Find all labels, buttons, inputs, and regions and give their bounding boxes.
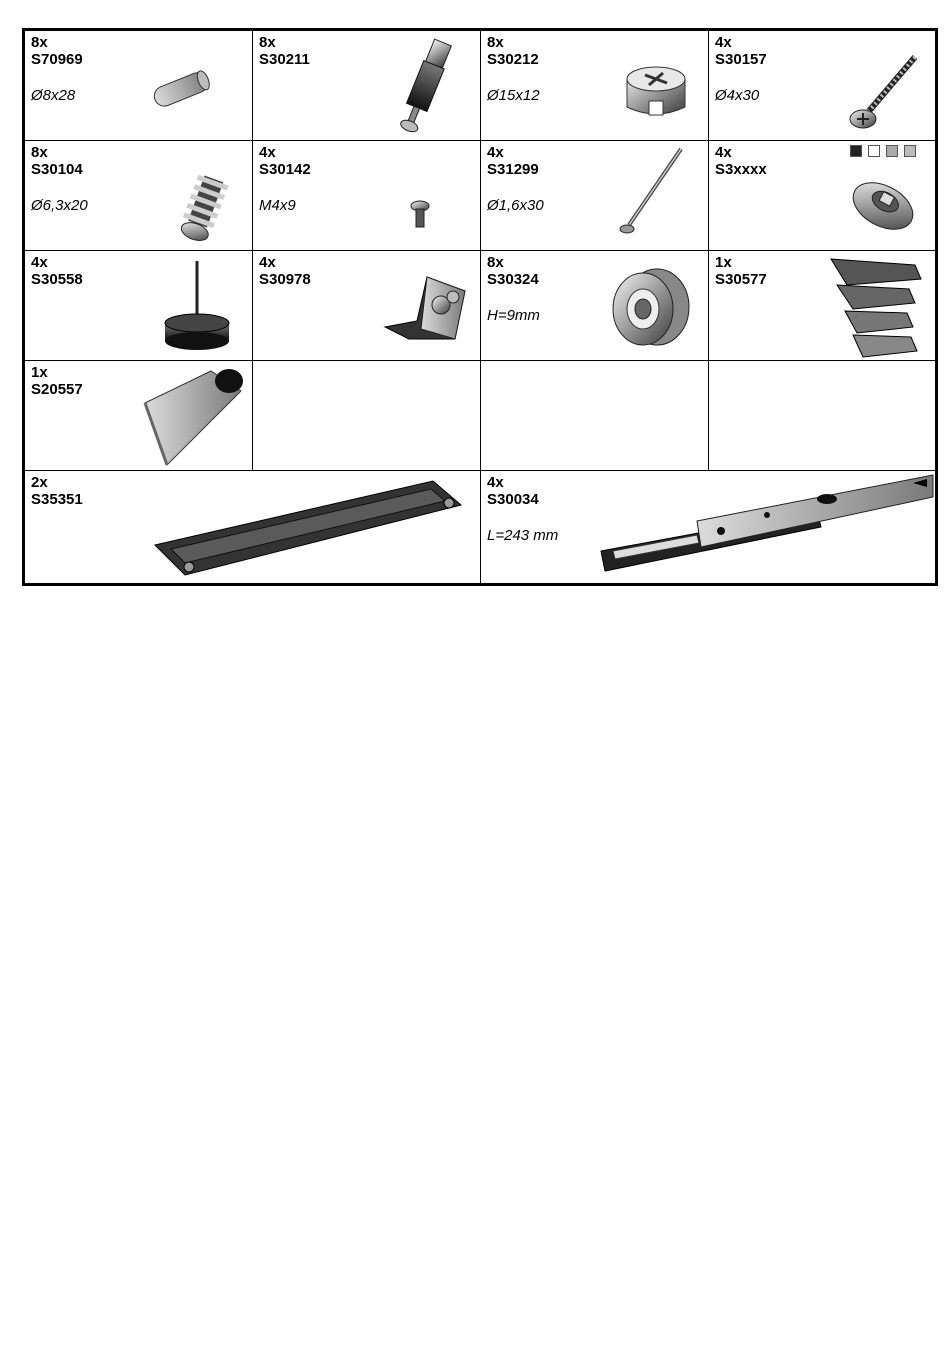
part-code: S30034 — [487, 491, 539, 508]
part-dimension: H=9mm — [487, 307, 540, 324]
part-cell-s30034 — [481, 471, 938, 583]
part-quantity: 4x — [487, 144, 504, 161]
empty-cell — [709, 361, 938, 471]
color-swatch — [850, 145, 862, 157]
part-code: S30978 — [259, 271, 311, 288]
corner-bracket-icon — [381, 269, 471, 345]
part-quantity: 2x — [31, 474, 48, 491]
part-cell-s30142 — [253, 141, 481, 251]
part-cell-s30104 — [25, 141, 253, 251]
part-cell-s30978 — [253, 251, 481, 361]
wedge-stack-icon — [827, 255, 927, 361]
part-cell-s31299 — [481, 141, 709, 251]
part-cell-s30577 — [709, 251, 938, 361]
color-swatch — [868, 145, 880, 157]
cover-cap-icon — [845, 171, 921, 241]
part-code: S30211 — [259, 51, 310, 68]
wood-screw-icon — [847, 49, 927, 135]
part-dimension: Ø4x30 — [715, 87, 760, 104]
part-quantity: 1x — [715, 254, 732, 271]
color-swatch — [886, 145, 898, 157]
part-code: S31299 — [487, 161, 539, 178]
dowel-icon — [147, 59, 217, 119]
cam-lock-icon — [621, 59, 691, 129]
part-cell-s30558 — [25, 251, 253, 361]
glide-pin-icon — [159, 257, 235, 359]
handle-bar-icon — [149, 475, 469, 579]
part-quantity: 4x — [259, 144, 276, 161]
part-dimension: Ø15x12 — [487, 87, 540, 104]
part-cell-s30211 — [253, 31, 481, 141]
color-swatches — [850, 145, 916, 157]
part-cell-s35351 — [25, 471, 481, 583]
part-dimension: M4x9 — [259, 197, 296, 214]
part-code: S30142 — [259, 161, 311, 178]
glue-tube-icon — [141, 363, 251, 469]
part-code: S30157 — [715, 51, 767, 68]
part-quantity: 4x — [31, 254, 48, 271]
part-code: S35351 — [31, 491, 83, 508]
part-quantity: 4x — [259, 254, 276, 271]
part-quantity: 4x — [487, 474, 504, 491]
color-swatch — [904, 145, 916, 157]
spacer-ring-icon — [609, 261, 693, 357]
part-dimension: Ø6,3x20 — [31, 197, 88, 214]
part-cell-s70969 — [25, 31, 253, 141]
hardware-parts-table — [22, 28, 938, 586]
euro-screw-icon — [173, 171, 233, 247]
nail-icon — [617, 145, 687, 237]
part-quantity: 1x — [31, 364, 48, 381]
part-code: S30577 — [715, 271, 767, 288]
small-screw-icon — [405, 199, 435, 231]
part-code: S70969 — [31, 51, 83, 68]
empty-cell — [253, 361, 481, 471]
part-cell-s30212 — [481, 31, 709, 141]
part-cell-s20557 — [25, 361, 253, 471]
part-quantity: 4x — [715, 34, 732, 51]
part-code: S30212 — [487, 51, 539, 68]
part-quantity: 8x — [31, 34, 48, 51]
part-dimension: L=243 mm — [487, 527, 559, 544]
part-code: S3xxxx — [715, 161, 767, 178]
part-code: S30104 — [31, 161, 83, 178]
empty-cell — [481, 361, 709, 471]
part-dimension: Ø1,6x30 — [487, 197, 544, 214]
cam-bolt-icon — [385, 35, 465, 141]
part-cell-s30324 — [481, 251, 709, 361]
drawer-slide-icon — [597, 471, 937, 583]
part-quantity: 8x — [259, 34, 276, 51]
part-cell-s30157 — [709, 31, 938, 141]
part-quantity: 8x — [487, 254, 504, 271]
part-cell-s3xxxx — [709, 141, 938, 251]
part-dimension: Ø8x28 — [31, 87, 76, 104]
part-code: S20557 — [31, 381, 83, 398]
part-code: S30324 — [487, 271, 539, 288]
part-quantity: 8x — [31, 144, 48, 161]
part-quantity: 8x — [487, 34, 504, 51]
part-code: S30558 — [31, 271, 83, 288]
part-quantity: 4x — [715, 144, 732, 161]
